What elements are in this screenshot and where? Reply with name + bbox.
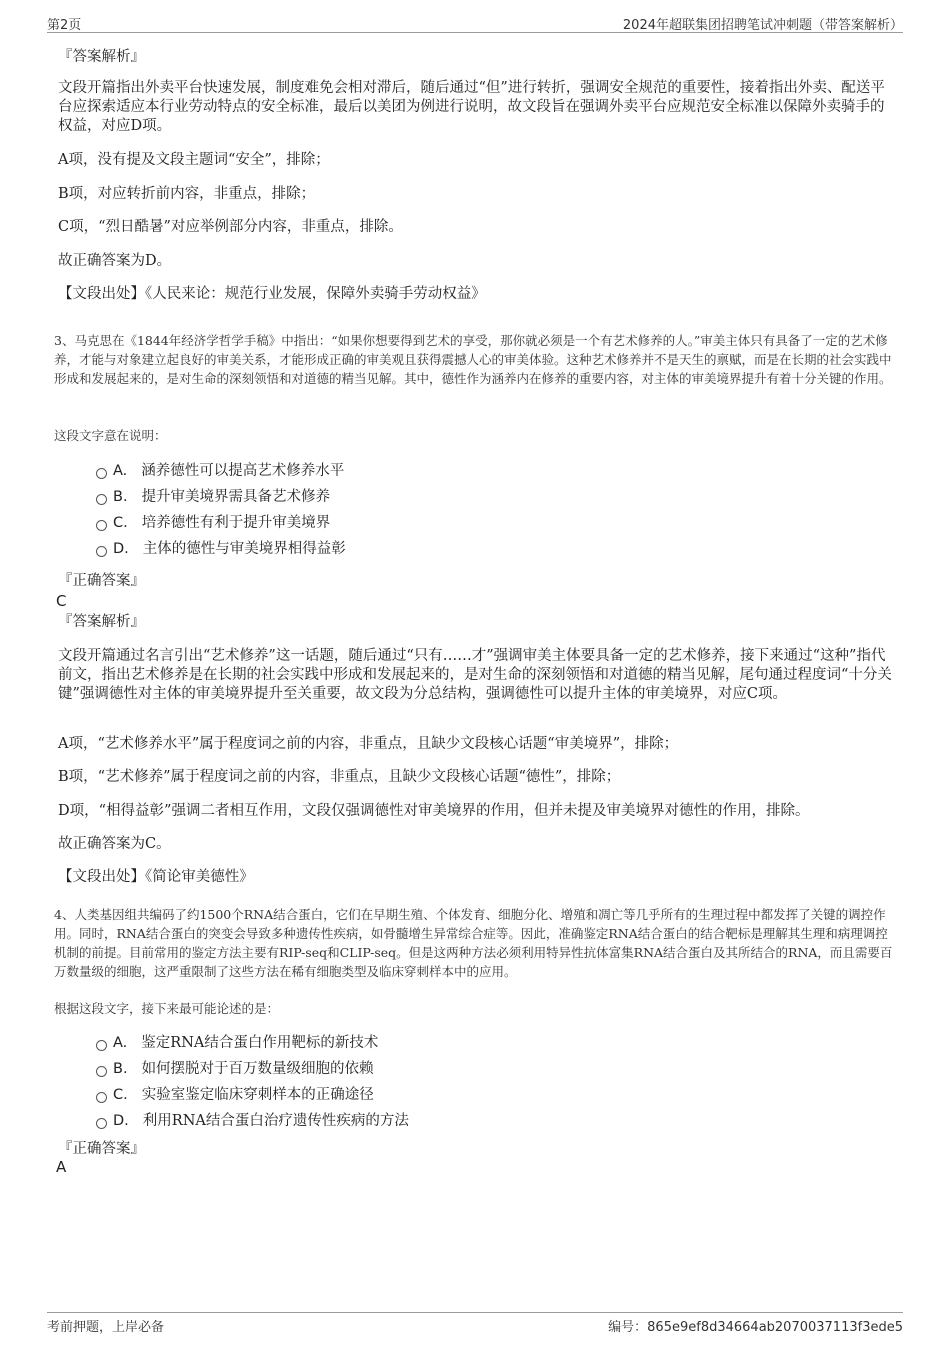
- q2-source: 【文段出处】《人民来论：规范行业发展，保障外卖骑手劳动权益》: [58, 286, 486, 302]
- radio-icon[interactable]: [96, 1118, 107, 1129]
- q2-analysis-text: 文段开篇指出外卖平台快速发展，制度难免会相对滞后，随后通过“但”进行转折，强调安全规范的重要性，接着指出外卖、配送平台应探索适应本行业劳动特点的安全标准，最后以美团为例进行说明，故文段旨在强调外卖平台应规范安全标准以保障外卖骑手的权益，对应D项。: [58, 80, 885, 134]
- radio-icon[interactable]: [96, 494, 107, 505]
- q2-analysis-label: 『答案解析』: [58, 49, 145, 65]
- q3-explanation-b: B项，“艺术修养”属于程度词之前的内容，非重点，且缺少文段核心话题“德性”，排除；: [58, 769, 621, 785]
- q3-conclusion: 故正确答案为C。: [58, 836, 171, 852]
- page-header: [47, 14, 903, 33]
- q4-prompt: 根据这段文字，接下来最可能论述的是：: [54, 1001, 280, 1016]
- q2-explanation-a: A项，没有提及文段主题词“安全”，排除；: [58, 152, 330, 168]
- page-number: 第2页: [47, 18, 82, 33]
- q4-option-a[interactable]: A. 鉴定RNA结合蛋白作用靶标的新技术: [96, 1034, 378, 1053]
- q3-source: 【文段出处】《简论审美德性》: [58, 869, 254, 885]
- radio-icon[interactable]: [96, 1066, 107, 1077]
- q3-answer-label: 『正确答案』: [58, 573, 145, 589]
- document-id: 编号：865e9ef8d34664ab2070037113f3ede5: [608, 1320, 903, 1335]
- q4-answer-label: 『正确答案』: [58, 1141, 145, 1157]
- q3-explanation-a: A项，“艺术修养水平”属于程度词之前的内容，非重点，且缺少文段核心话题“审美境界”，排除；: [58, 736, 679, 752]
- q3-explanation-d: D项，“相得益彰”强调二者相互作用，文段仅强调德性对审美境界的作用，但并未提及审美境界对德性的作用，排除。: [58, 803, 810, 819]
- q3-stem: 3、马克思在《1844年经济学哲学手稿》中指出：“如果你想要得到艺术的享受，那你就必须是一个有艺术修养的人。”审美主体只有具备了一定的艺术修养，才能与对象建立起良好的审美关系，才能形成正确的审美观且获得震撼人心的审美体验。这种艺术修养并不是天生的禀赋，而是在长期的社会实践中形成和发展起来的，是对生命的深刻领悟和对道德的精当见解。其中，德性作为涵养内在修养的重要内容，对主体的审美境界提升有着十分关键的作用。: [54, 333, 892, 386]
- q3-answer: C: [56, 592, 67, 610]
- q3-option-a[interactable]: A. 涵养德性可以提高艺术修养水平: [96, 462, 344, 481]
- q4-option-c[interactable]: C. 实验室鉴定临床穿刺样本的正确途径: [96, 1086, 374, 1105]
- q4-option-b[interactable]: B. 如何摆脱对于百万数量级细胞的依赖: [96, 1060, 374, 1079]
- q3-option-c[interactable]: C. 培养德性有利于提升审美境界: [96, 514, 330, 533]
- q4-stem: 4、人类基因组共编码了约1500个RNA结合蛋白，它们在早期生殖、个体发育、细胞分化、增殖和凋亡等几乎所有的生理过程中都发挥了关键的调控作用。同时，RNA结合蛋白的突变会导致多种遗传性疾病，如骨髓增生异常综合症等。因此，准确鉴定RNA结合蛋白的结合靶标是理解其生理和病理调控机制的前提。目前常用的鉴定方法主要有RIP-seq和CLIP-seq。但是这两种方法必须利用特异性抗体富集RNA结合蛋白及其所结合的RNA，而且需要百万数量级的细胞，这严重限制了这些方法在稀有细胞类型及临床穿刺样本中的应用。: [54, 907, 893, 979]
- q3-option-b[interactable]: B. 提升审美境界需具备艺术修养: [96, 488, 330, 507]
- radio-icon[interactable]: [96, 546, 107, 557]
- q2-explanation-c: C项，“烈日酷暑”对应举例部分内容，非重点，排除。: [58, 219, 403, 235]
- q2-explanation-b: B项，对应转折前内容，非重点，排除；: [58, 186, 316, 202]
- footer-slogan: 考前押题，上岸必备: [47, 1320, 165, 1335]
- radio-icon[interactable]: [96, 468, 107, 479]
- q4-answer: A: [56, 1158, 67, 1176]
- radio-icon[interactable]: [96, 1092, 107, 1103]
- q3-analysis-label: 『答案解析』: [58, 614, 145, 630]
- q4-option-d[interactable]: D. 利用RNA结合蛋白治疗遗传性疾病的方法: [96, 1112, 409, 1131]
- q3-prompt: 这段文字意在说明：: [54, 428, 167, 443]
- document-title: 2024年超联集团招聘笔试冲刺题（带答案解析）: [622, 18, 903, 33]
- q3-option-d[interactable]: D. 主体的德性与审美境界相得益彰: [96, 540, 346, 559]
- radio-icon[interactable]: [96, 1040, 107, 1051]
- q3-analysis-text: 文段开篇通过名言引出“艺术修养”这一话题，随后通过“只有……才”强调审美主体要具备一定的艺术修养，接下来通过“这种”指代前文，指出艺术修养是在长期的社会实践中形成和发展起来的，是对生命的深刻领悟和对道德的精当见解，尾句通过程度词“十分关键”强调德性对主体的审美境界提升至关重要，故文段为分总结构，强调德性可以提升主体的审美境界，对应C项。: [58, 648, 892, 702]
- page-footer: [47, 1312, 903, 1333]
- radio-icon[interactable]: [96, 520, 107, 531]
- q2-conclusion: 故正确答案为D。: [58, 253, 172, 269]
